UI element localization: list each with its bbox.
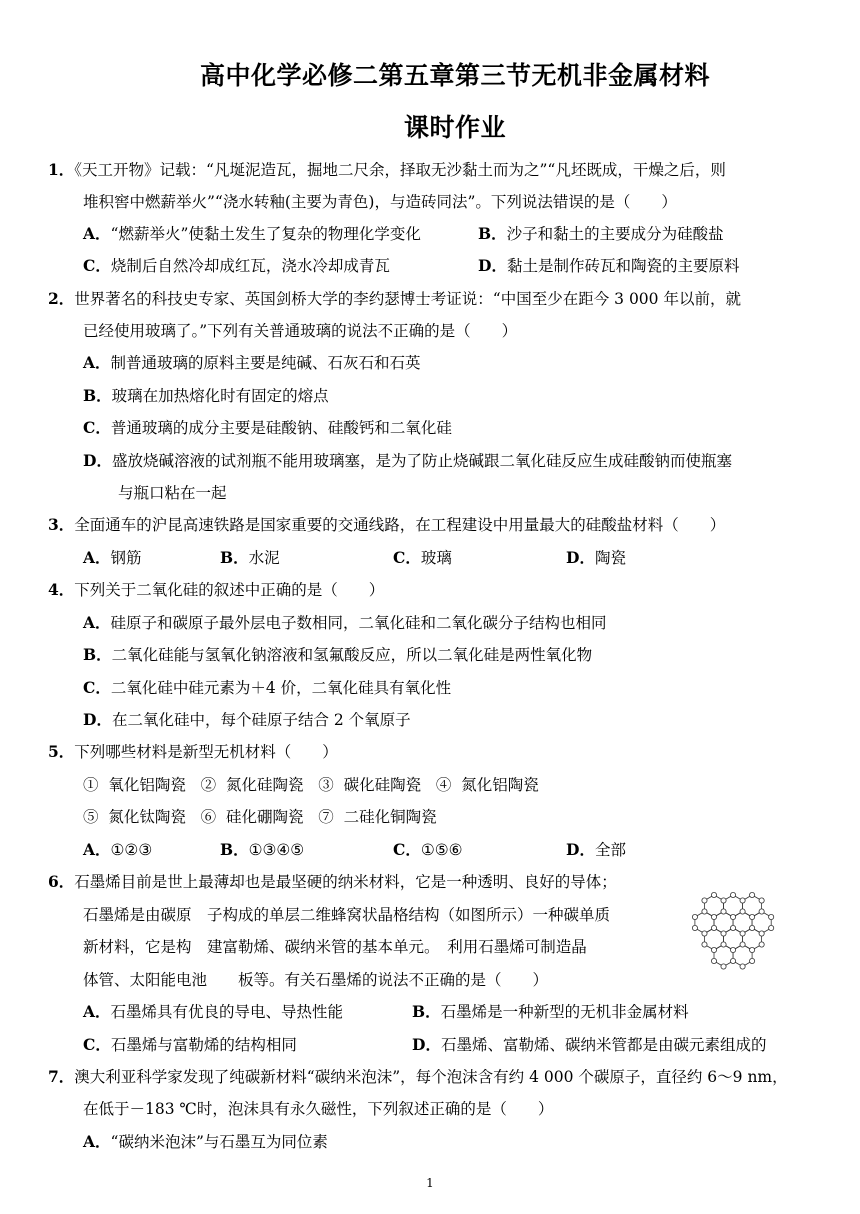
- option-a: A．硅原子和碳原子最外层电子数相同，二氧化硅和二氧化碳分子结构也相同: [83, 613, 607, 632]
- carbon-atom: [759, 931, 764, 936]
- option-d: D．黏土是制作砖瓦和陶瓷的主要原料: [478, 256, 740, 275]
- option-d-continued: 与瓶口粘在一起: [118, 484, 227, 502]
- carbon-atom: [740, 931, 745, 936]
- question-number: 2．: [48, 289, 75, 308]
- question-6-line-4: 体管、太阳能电池 板等。有关石墨烯的说法不正确的是（ ）: [83, 971, 549, 989]
- question-6-line-3: 新材料，它是构 建富勒烯、碳纳米管的基本单元。 利用石墨烯可制造晶: [83, 938, 587, 956]
- question-number: 5．: [48, 742, 75, 761]
- carbon-atom: [750, 958, 755, 963]
- carbon-atom: [759, 942, 764, 947]
- carbon-atom: [702, 898, 707, 903]
- option-b: B．石墨烯是一种新型的无机非金属材料: [412, 1002, 689, 1021]
- carbon-atom: [730, 892, 735, 897]
- option-b: B．水泥: [220, 548, 280, 567]
- option-b: B．玻璃在加热熔化时有固定的熔点: [83, 386, 329, 405]
- carbon-atom: [702, 942, 707, 947]
- question-text: 石墨烯目前是世上最薄却也是最坚硬的纳米材料，它是一种透明、良好的导体；: [74, 873, 617, 891]
- carbon-atom: [711, 914, 716, 919]
- hexagon-ring: [695, 912, 714, 934]
- carbon-atom: [769, 925, 774, 930]
- option-d: D．全部: [566, 840, 626, 859]
- hexagon-ring: [705, 928, 724, 950]
- carbon-atom: [750, 925, 755, 930]
- question-3: [48, 515, 725, 535]
- carbon-atom: [740, 964, 745, 969]
- option-a: A．“碳纳米泡沫”与石墨互为同位素: [83, 1132, 328, 1151]
- page-title: 高中化学必修二第五章第三节无机非金属材料: [199, 61, 710, 90]
- option-c: C．①⑤⑥: [393, 840, 463, 859]
- option-c: C．二氧化硅中硅元素为＋4 价，二氧化硅具有氧化性: [83, 678, 452, 697]
- hexagon-ring: [743, 928, 762, 950]
- carbon-atom: [702, 909, 707, 914]
- option-c: C．玻璃: [393, 548, 452, 567]
- carbon-atom: [730, 914, 735, 919]
- option-d: D．陶瓷: [566, 548, 626, 567]
- question-text: 全面通车的沪昆高速铁路是国家重要的交通线路，在工程建设中用量最大的硅酸盐材料（ ）: [74, 516, 726, 534]
- page-number: 1: [426, 1176, 434, 1190]
- option-b: B．①③④⑤: [220, 840, 305, 859]
- question-number: 4．: [48, 580, 75, 599]
- question-number: 7．: [48, 1067, 75, 1086]
- hexagon-ring: [714, 945, 733, 967]
- material-list-row-1: ① 氧化铝陶瓷 ② 氮化硅陶瓷 ③ 碳化硅陶瓷 ④ 氮化铝陶瓷: [83, 776, 539, 794]
- carbon-atom: [740, 898, 745, 903]
- hexagon-ring: [724, 928, 743, 950]
- question-2-continued: 已经使用玻璃了。”下列有关普通玻璃的说法不正确的是（ ）: [83, 322, 518, 340]
- carbon-atom: [750, 947, 755, 952]
- graphene-lattice-figure: [688, 892, 788, 988]
- carbon-atom: [711, 947, 716, 952]
- carbon-atom: [721, 898, 726, 903]
- question-1-continued: 堆积窖中燃薪举火”“浇水转釉(主要为青色)，与造砖同法”。下列说法错误的是（ ）: [83, 193, 677, 211]
- carbon-atom: [759, 909, 764, 914]
- question-text: 澳大利亚科学家发现了纯碳新材料“碳纳米泡沫”，每个泡沫含有约 4 000 个碳原子，直径约 6～9 nm，: [74, 1068, 788, 1086]
- carbon-atom: [721, 909, 726, 914]
- carbon-atom: [740, 909, 745, 914]
- carbon-atom: [702, 931, 707, 936]
- question-text: 下列关于二氧化硅的叙述中正确的是（ ）: [74, 581, 385, 599]
- question-6: [48, 872, 617, 892]
- question-text: 下列哪些材料是新型无机材料（ ）: [74, 743, 338, 761]
- material-list-row-2: ⑤ 氮化钛陶瓷 ⑥ 硅化硼陶瓷 ⑦ 二硅化铜陶瓷: [83, 808, 437, 826]
- option-a: A．①②③: [83, 840, 153, 859]
- carbon-atom: [769, 914, 774, 919]
- question-text: 世界著名的科技史专家、英国剑桥大学的李约瑟博士考证说：“中国至少在距今 3 000 年以前，就: [74, 290, 741, 308]
- option-d: D．石墨烯、富勒烯、碳纳米管都是由碳元素组成的: [412, 1035, 767, 1054]
- carbon-atom: [759, 898, 764, 903]
- question-2: [48, 289, 741, 309]
- question-4: [48, 580, 384, 600]
- carbon-atom: [692, 914, 697, 919]
- hexagon-ring: [743, 895, 762, 917]
- carbon-atom: [740, 942, 745, 947]
- question-7-continued: 在低于－183 ℃时，泡沫具有永久磁性，下列叙述正确的是（ ）: [83, 1100, 554, 1118]
- hexagon-ring: [733, 945, 752, 967]
- hexagon-ring: [733, 912, 752, 934]
- question-number: 6．: [48, 872, 75, 891]
- option-a: A．制普通玻璃的原料主要是纯碱、石灰石和石英: [83, 353, 421, 372]
- question-number: 1．: [48, 160, 75, 179]
- carbon-atom: [711, 892, 716, 897]
- question-text: 《天工开物》记载：“凡埏泥造瓦，掘地二尺余，择取无沙黏土而为之”“凡坯既成，干燥之后，则: [74, 161, 726, 179]
- hexagon-ring: [714, 912, 733, 934]
- option-a: A．钢筋: [83, 548, 142, 567]
- carbon-atom: [730, 947, 735, 952]
- hexagon-ring: [724, 895, 743, 917]
- question-1: [48, 160, 726, 180]
- carbon-atom: [750, 914, 755, 919]
- option-d: D．在二氧化硅中，每个硅原子结合 2 个氧原子: [83, 710, 411, 729]
- option-b: B．二氧化硅能与氢氧化钠溶液和氢氟酸反应，所以二氧化硅是两性氧化物: [83, 645, 593, 664]
- carbon-atom: [711, 925, 716, 930]
- hexagon-ring: [752, 912, 771, 934]
- carbon-atom: [730, 925, 735, 930]
- carbon-atom: [692, 925, 697, 930]
- question-number: 3．: [48, 515, 75, 534]
- carbon-atom: [750, 892, 755, 897]
- option-c: C．烧制后自然冷却成红瓦，浇水冷却成青瓦: [83, 256, 390, 275]
- question-6-line-2: 石墨烯是由碳原 子构成的单层二维蜂窝状晶格结构（如图所示）一种碳单质: [83, 906, 611, 924]
- option-b: B．沙子和黏土的主要成分为硅酸盐: [478, 224, 724, 243]
- option-c: C．石墨烯与富勒烯的结构相同: [83, 1035, 297, 1054]
- option-d: D．盛放烧碱溶液的试剂瓶不能用玻璃塞，是为了防止烧碱跟二氧化硅反应生成硅酸钠而使瓶塞: [83, 451, 732, 470]
- page-subtitle: 课时作业: [403, 113, 506, 142]
- carbon-atom: [711, 958, 716, 963]
- carbon-atom: [721, 964, 726, 969]
- option-c: C．普通玻璃的成分主要是硅酸钠、硅酸钙和二氧化硅: [83, 418, 452, 437]
- question-5: [48, 742, 338, 762]
- carbon-atom: [721, 931, 726, 936]
- question-7: [48, 1067, 788, 1087]
- option-a: A．石墨烯具有优良的导电、导热性能: [83, 1002, 344, 1021]
- option-a: A．“燃薪举火”使黏土发生了复杂的物理化学变化: [83, 224, 421, 243]
- carbon-atom: [730, 958, 735, 963]
- carbon-atom: [721, 942, 726, 947]
- hexagon-ring: [705, 895, 724, 917]
